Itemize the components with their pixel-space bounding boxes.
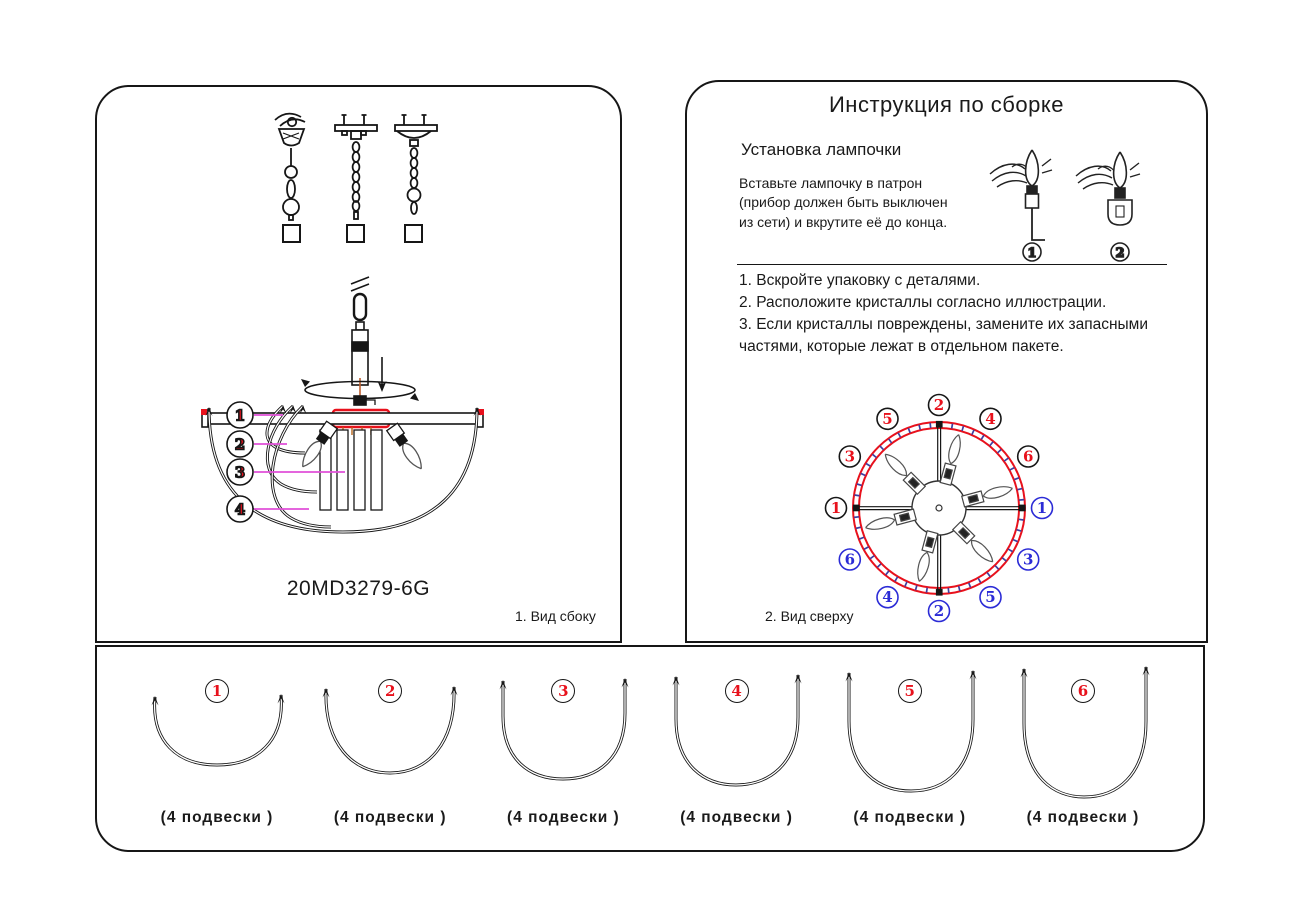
part-label-1: 1 <box>234 406 246 425</box>
part-label-3: 3 <box>234 463 246 482</box>
pos-label-wsw: 6 <box>844 550 856 569</box>
pos-label-e: 1 <box>1036 499 1048 517</box>
strand-number-4: 4 <box>725 679 749 703</box>
ceiling-mounts-diagram <box>247 109 477 259</box>
bulb-install-figures <box>970 140 1170 262</box>
pos-label-w: 1 <box>830 499 842 517</box>
pos-label-ne: 4 <box>985 409 996 428</box>
bulb-install-text: Вставьте лампочку в патрон (прибор должен быть выключен из сети) и вкрутите её до конца. <box>739 175 948 230</box>
bulb-install-heading: Установка лампочки <box>741 140 902 159</box>
strand-item-1 <box>131 647 303 850</box>
chandelier-side-view <box>99 272 619 572</box>
bulb-figure-2 <box>1076 152 1140 261</box>
part-label-4: 4 <box>234 500 246 519</box>
assembly-instructions-panel <box>685 80 1208 643</box>
pos-label-se: 5 <box>985 588 996 607</box>
strand-item-3 <box>477 647 649 850</box>
step-1: 1. Вскройте упаковку с деталями. <box>739 272 981 289</box>
candle-bulb-right <box>387 423 427 472</box>
bulb-figure-1 <box>990 150 1052 261</box>
pos-label-wnw: 3 <box>844 447 856 466</box>
strand-count-label-2: (4 подвески ) <box>333 809 447 826</box>
strand-number-5: 5 <box>898 679 922 703</box>
page-title: Инструкция по сборке <box>828 92 1064 117</box>
strand-number-6: 6 <box>1071 679 1095 703</box>
crystal-strips <box>320 430 382 510</box>
pos-label-n: 2 <box>933 396 945 414</box>
model-number: 20MD3279-6G <box>286 577 431 600</box>
pos-label-sw: 4 <box>882 588 893 607</box>
side-view-panel <box>95 85 622 643</box>
pos-label-nw: 5 <box>882 409 893 428</box>
side-view-caption: 1. Вид сбоку <box>515 608 596 624</box>
strand-item-6 <box>997 647 1169 850</box>
part-labels <box>227 402 253 522</box>
assembly-steps <box>739 270 1204 358</box>
strand-number-2: 2 <box>378 679 402 703</box>
strand-count-label-6: (4 подвески ) <box>1026 809 1140 826</box>
pos-label-ese: 3 <box>1022 550 1034 569</box>
strand-parts-panel <box>95 645 1205 852</box>
chain-squiggle <box>351 277 369 291</box>
bulb-fig-label-1: 1 <box>1027 246 1037 261</box>
mount-chain-type <box>335 115 377 242</box>
chandelier-top-view <box>799 390 1079 634</box>
strand-count-label-3: (4 подвески ) <box>507 809 620 826</box>
strand-number-1: 1 <box>205 679 229 703</box>
pos-label-s: 2 <box>933 602 945 620</box>
section-divider <box>737 264 1167 265</box>
strand-item-5 <box>824 647 996 850</box>
strand-number-3: 3 <box>551 679 575 703</box>
strand-item-2 <box>304 647 476 850</box>
strand-item-4 <box>651 647 823 850</box>
bulb-fig-label-2: 2 <box>1115 246 1125 261</box>
part-label-2: 2 <box>234 435 246 454</box>
pos-label-ene: 6 <box>1022 447 1034 466</box>
mount-dome-type <box>395 115 437 242</box>
center-hub <box>864 433 1014 583</box>
step-3: 3. Если кристаллы повреждены, замените их запасными частями, которые лежат в отдельном пакете. <box>739 316 1149 355</box>
strand-count-label-1: (4 подвески ) <box>160 809 274 826</box>
strand-count-label-5: (4 подвески ) <box>853 809 967 826</box>
strand-count-label-4: (4 подвески ) <box>680 809 793 826</box>
step-2: 2. Расположите кристаллы согласно иллюстрации. <box>739 294 1107 311</box>
mount-hook-type <box>275 114 305 242</box>
top-view-caption: 2. Вид сверху <box>765 608 854 624</box>
